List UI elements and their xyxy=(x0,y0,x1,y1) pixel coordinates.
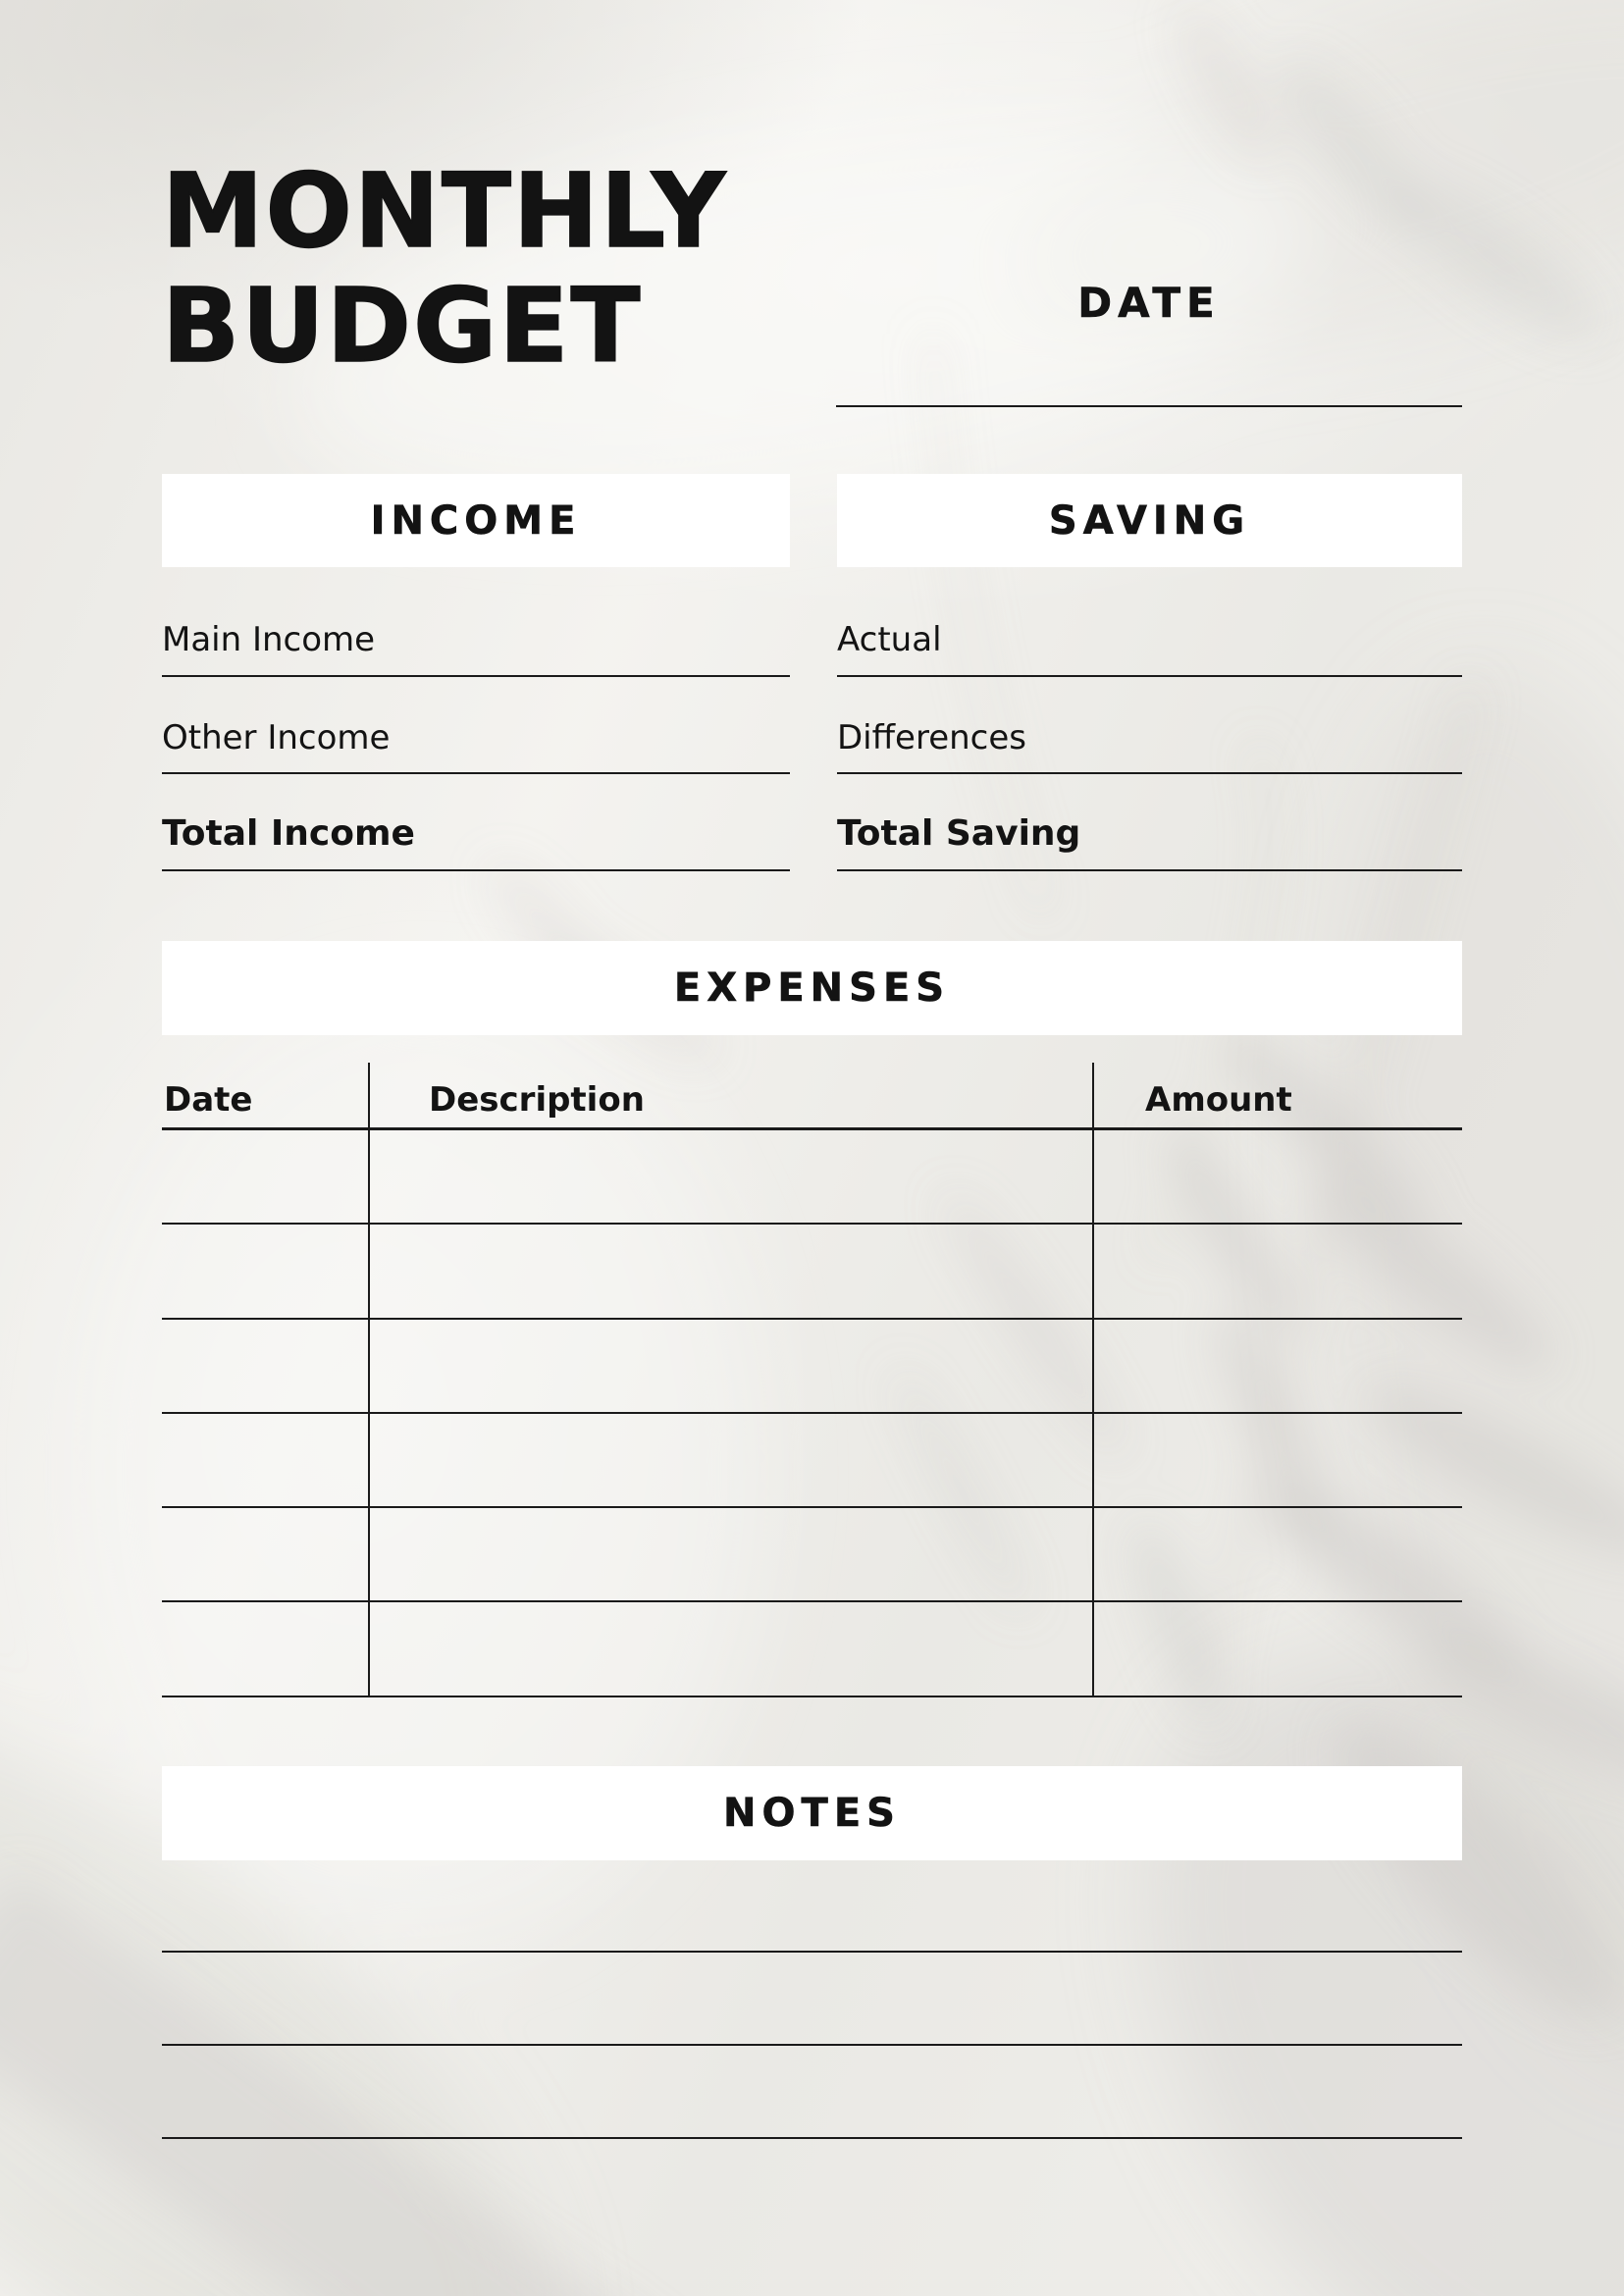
expense-date-cell[interactable] xyxy=(162,1225,370,1317)
expense-date-cell[interactable] xyxy=(162,1320,370,1412)
income-main-fill-line[interactable] xyxy=(162,675,790,677)
income-field-label-other: Other Income xyxy=(162,718,391,757)
income-field-label-total: Total Income xyxy=(162,813,415,854)
expense-amount-cell[interactable] xyxy=(1094,1414,1462,1506)
note-fill-line[interactable] xyxy=(162,1859,1462,1953)
notes-lines xyxy=(162,1859,1462,2139)
expense-amount-cell[interactable] xyxy=(1094,1602,1462,1695)
note-fill-line[interactable] xyxy=(162,2046,1462,2139)
expense-row xyxy=(162,1414,1462,1508)
income-section-header: INCOME xyxy=(162,474,790,567)
expense-amount-cell[interactable] xyxy=(1094,1320,1462,1412)
expenses-table xyxy=(162,1065,1462,1697)
saving-field-label-total: Total Saving xyxy=(837,813,1081,854)
title-line-1: MONTHLY xyxy=(162,151,728,271)
saving-differences-fill-line[interactable] xyxy=(837,772,1462,774)
expenses-column-header-description: Description xyxy=(429,1080,645,1120)
expense-date-cell[interactable] xyxy=(162,1130,370,1223)
saving-field-label-actual: Actual xyxy=(837,620,942,659)
expense-description-cell[interactable] xyxy=(370,1414,1094,1506)
expense-description-cell[interactable] xyxy=(370,1130,1094,1223)
expense-row xyxy=(162,1225,1462,1319)
note-fill-line[interactable] xyxy=(162,1953,1462,2046)
expenses-table-body xyxy=(162,1130,1462,1697)
saving-section-header: SAVING xyxy=(837,474,1462,567)
expenses-column-header-amount: Amount xyxy=(1145,1080,1292,1120)
expense-description-cell[interactable] xyxy=(370,1602,1094,1695)
date-fill-line[interactable] xyxy=(836,405,1462,407)
notes-section-header: NOTES xyxy=(162,1766,1462,1860)
income-field-label-main: Main Income xyxy=(162,620,376,659)
expenses-column-header-date: Date xyxy=(164,1080,253,1120)
expense-row xyxy=(162,1130,1462,1225)
expense-amount-cell[interactable] xyxy=(1094,1225,1462,1317)
expense-row xyxy=(162,1320,1462,1414)
expense-amount-cell[interactable] xyxy=(1094,1130,1462,1223)
expense-row xyxy=(162,1508,1462,1602)
expense-description-cell[interactable] xyxy=(370,1225,1094,1317)
title-line-2: BUDGET xyxy=(162,266,643,386)
expense-amount-cell[interactable] xyxy=(1094,1508,1462,1600)
expense-row xyxy=(162,1602,1462,1696)
page-title xyxy=(162,151,728,386)
saving-actual-fill-line[interactable] xyxy=(837,675,1462,677)
expense-description-cell[interactable] xyxy=(370,1508,1094,1600)
expense-date-cell[interactable] xyxy=(162,1414,370,1506)
expense-description-cell[interactable] xyxy=(370,1320,1094,1412)
expenses-section-header: EXPENSES xyxy=(162,941,1462,1035)
income-other-fill-line[interactable] xyxy=(162,772,790,774)
date-label: DATE xyxy=(1077,279,1221,327)
income-total-fill-line[interactable] xyxy=(162,869,790,871)
saving-field-label-differences: Differences xyxy=(837,718,1026,757)
expense-date-cell[interactable] xyxy=(162,1602,370,1695)
saving-total-fill-line[interactable] xyxy=(837,869,1462,871)
expenses-table-header-row xyxy=(162,1065,1462,1130)
expense-date-cell[interactable] xyxy=(162,1508,370,1600)
